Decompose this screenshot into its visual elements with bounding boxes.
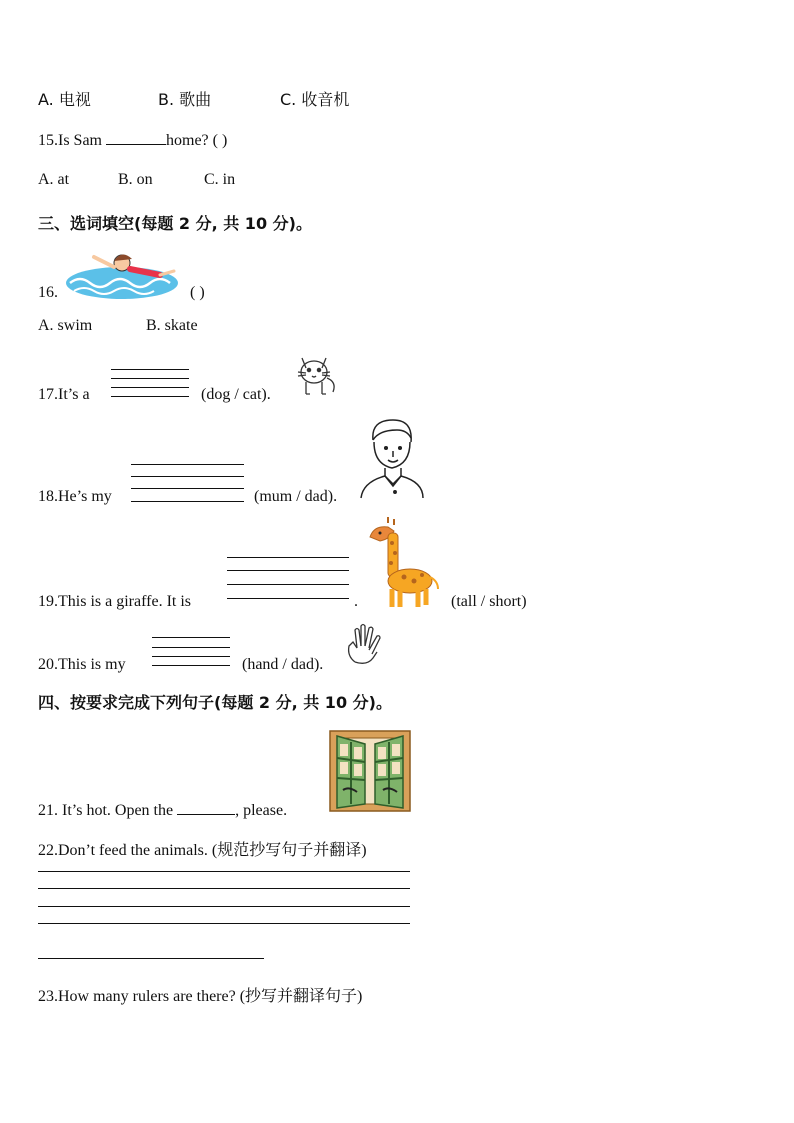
q19-writing-lines[interactable] — [227, 557, 349, 599]
q14-option-c: C. 收音机 — [280, 90, 350, 109]
window-icon — [329, 730, 411, 812]
q14-option-a: A. 电视 — [38, 90, 91, 109]
q18-writing-lines[interactable] — [131, 464, 244, 502]
q22-answer-line-2[interactable] — [38, 888, 410, 889]
q18-prefix: 18.He’s my — [38, 488, 112, 505]
q16-number: 16. — [38, 284, 58, 301]
q22-answer-line-4[interactable] — [38, 923, 410, 924]
q22-answer-line-1[interactable] — [38, 871, 410, 872]
q19-prefix: 19.This is a giraffe. It is — [38, 593, 192, 610]
q22-text: 22.Don’t feed the animals. (规范抄写句子并翻译) — [38, 842, 367, 859]
q22-answer-line-3[interactable] — [38, 906, 410, 907]
q15-prefix: 15.Is Sam — [38, 132, 106, 149]
q17-hint: (dog / cat). — [201, 386, 271, 403]
q15-suffix: home? ( ) — [166, 132, 228, 149]
hand-icon — [345, 622, 387, 666]
q15-option-c: C. in — [204, 171, 236, 188]
q20-hint: (hand / dad). — [242, 656, 324, 673]
q21-prefix: 21. It’s hot. Open the — [38, 802, 178, 819]
q21-suffix: , please. — [235, 802, 288, 819]
q16-option-b: B. skate — [146, 317, 198, 334]
q19-period: . — [354, 593, 358, 610]
q14-option-b: B. 歌曲 — [158, 90, 212, 109]
q17-prefix: 17.It’s a — [38, 386, 90, 403]
q20-writing-lines[interactable] — [152, 637, 230, 666]
q15-question — [38, 130, 227, 150]
q21-question — [38, 800, 287, 820]
q16-option-a: A. swim — [38, 317, 93, 334]
q15-option-a: A. at — [38, 171, 70, 188]
q19-hint: (tall / short) — [451, 593, 527, 610]
swimming-girl-icon — [64, 243, 180, 301]
q15-option-b: B. on — [118, 171, 153, 188]
q23-text: 23.How many rulers are there? (抄写并翻译句子) — [38, 988, 363, 1005]
q15-blank[interactable] — [106, 130, 166, 145]
section3-title: 三、选词填空(每题 2 分, 共 10 分)。 — [38, 214, 312, 233]
cat-icon — [292, 350, 340, 398]
q20-prefix: 20.This is my — [38, 656, 126, 673]
q22-translation-line[interactable] — [38, 958, 264, 959]
man-portrait-icon — [359, 418, 425, 500]
q18-hint: (mum / dad). — [254, 488, 338, 505]
q21-blank[interactable] — [177, 800, 235, 815]
giraffe-icon — [366, 515, 440, 609]
q16-paren: ( ) — [190, 284, 205, 301]
q17-writing-lines[interactable] — [111, 369, 189, 397]
section4-title: 四、按要求完成下列句子(每题 2 分, 共 10 分)。 — [38, 693, 392, 712]
